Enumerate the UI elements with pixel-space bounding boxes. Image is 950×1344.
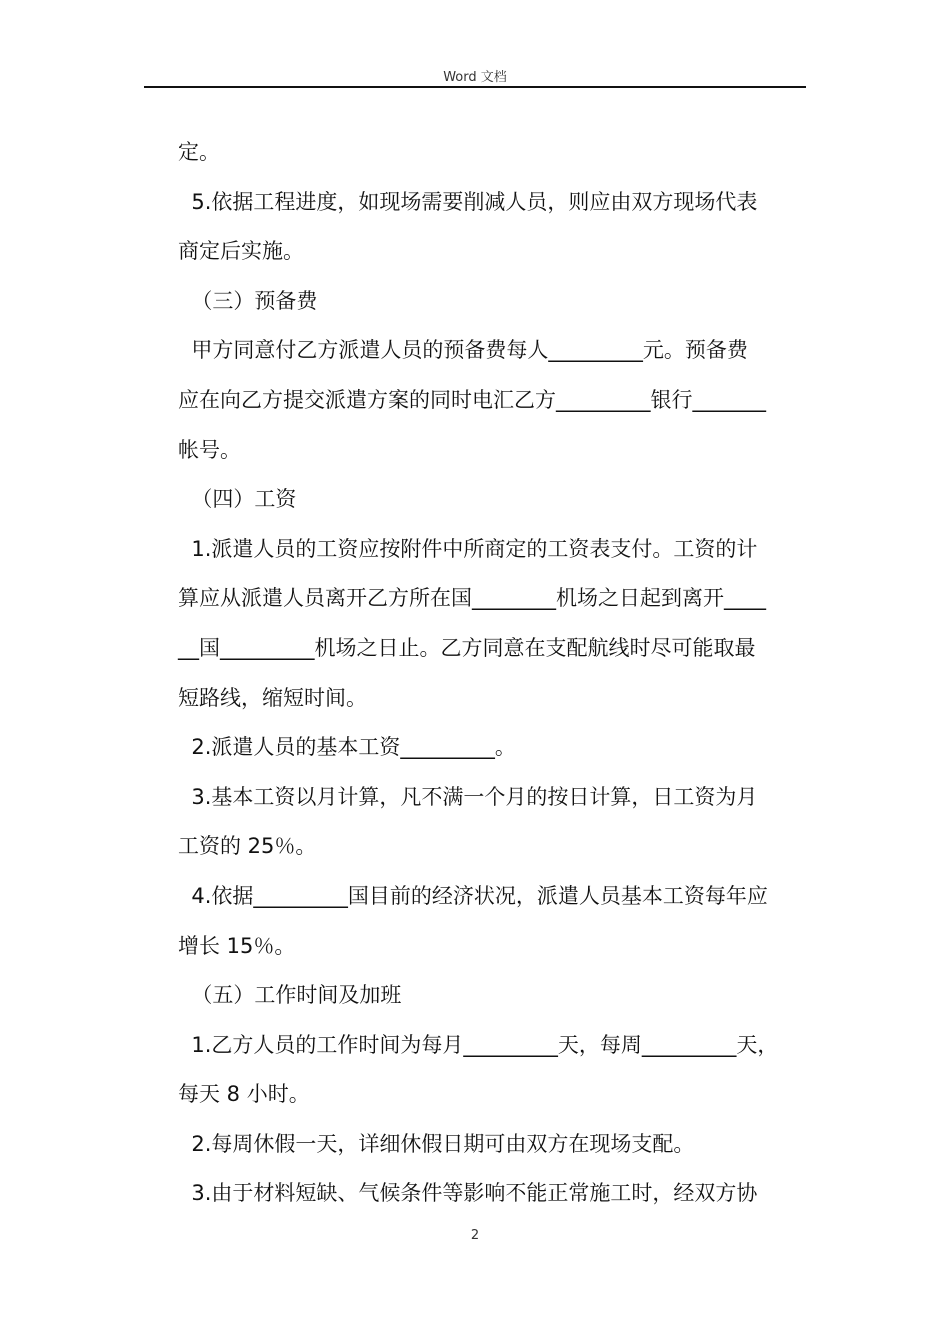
section-heading: （三）预备费 xyxy=(178,288,318,313)
text-line: 帐号。 xyxy=(178,437,241,462)
page-header: Word 文档 xyxy=(443,70,507,85)
text-line: 3.基本工资以月计算，凡不满一个月的按日计算，日工资为月 xyxy=(178,784,758,809)
text-line: 工资的 25％。 xyxy=(178,834,317,859)
text-line: 2.派遣人员的基本工资_________。 xyxy=(178,735,516,760)
text-line: 2.每周休假一天，详细休假日期可由双方在现场支配。 xyxy=(178,1131,695,1156)
text-line: 短路线，缩短时间。 xyxy=(178,685,367,710)
section-heading: （五）工作时间及加班 xyxy=(178,983,402,1008)
text-line: 3.由于材料短缺、气候条件等影响不能正常施工时，经双方协 xyxy=(178,1181,758,1206)
document-body xyxy=(178,128,818,1219)
text-line: 商定后实施。 xyxy=(178,239,304,264)
text-line: 4.依据_________国目前的经济状况，派遣人员基本工资每年应 xyxy=(178,883,768,908)
header-divider xyxy=(144,86,806,88)
text-line: 甲方同意付乙方派遣人员的预备费每人_________元。预备费 xyxy=(178,338,748,363)
text-line: 每天 8 小时。 xyxy=(178,1082,310,1107)
text-line: 算应从派遣人员离开乙方所在国________机场之日起到离开____ xyxy=(178,586,766,611)
text-line: 1.乙方人员的工作时间为每月_________天，每周_________天， xyxy=(178,1032,779,1057)
text-line: 增长 15％。 xyxy=(178,933,296,958)
page-number: 2 xyxy=(470,1228,480,1243)
text-line: 应在向乙方提交派遣方案的同时电汇乙方_________银行_______ xyxy=(178,387,766,412)
text-line: 1.派遣人员的工资应按附件中所商定的工资表支付。工资的计 xyxy=(178,536,758,561)
text-line: __国_________机场之日止。乙方同意在支配航线时尽可能取最 xyxy=(178,635,756,660)
text-line: 5.依据工程进度，如现场需要削减人员，则应由双方现场代表 xyxy=(178,189,758,214)
text-line: 定。 xyxy=(178,140,220,164)
section-heading: （四）工资 xyxy=(178,487,297,512)
